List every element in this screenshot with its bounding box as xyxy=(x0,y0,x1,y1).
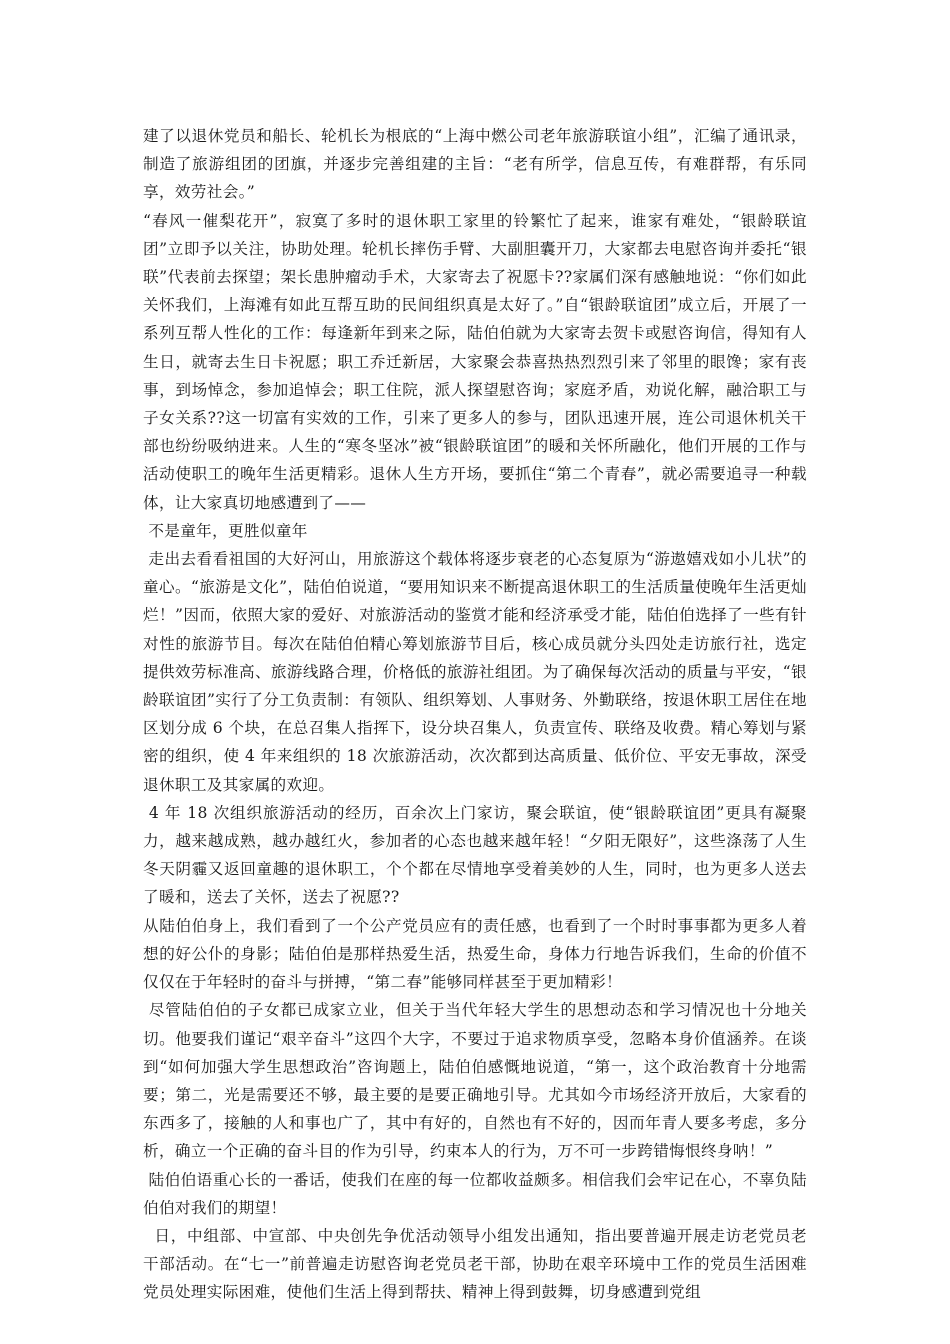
paragraph-8: 陆伯伯语重心长的一番话，使我们在座的每一位都收益颇多。相信我们会牢记在心，不辜负陆伯伯对我们的期望！ xyxy=(143,1170,807,1217)
paragraph-2: “春风一催梨花开”，寂寞了多时的退休职工家里的铃繁忙了起来，谁家有难处，“银龄联谊团”立即予以关注，协助处理。轮机长摔伤手臂、大副胆囊开刀，大家都去电慰咨询并委托“银联”代表前去探望；架长患肿瘤动手术，大家寄去了祝愿卡??家属们深有感触地说：“你们如此关怀我们，上海滩有如此互帮互助的民间组织真是太好了。”自“银龄联谊团”成立后，开展了一系列互帮人性化的工作：每逢新年到来之际，陆伯伯就为大家寄去贺卡或慰咨询信，得知有人生日，就寄去生日卡祝愿；职工乔迁新居，大家聚会恭喜热热烈烈引来了邻里的眼馋；家有丧事，到场悼念，参加追悼会；职工住院，派人探望慰咨询；家庭矛盾，劝说化解，融洽职工与子女关系??这一切富有实效的工作，引来了更多人的参与，团队迅速开展，连公司退休机关干部也纷纷吸纳进来。人生的“寒冬坚冰”被“银龄联谊团”的暖和关怀所融化，他们开展的工作与活动使职工的晚年生活更精彩。退休人生方开场，要抓住“第二个青春”，就必需要追寻一种载体，让大家真切地感遭到了—— xyxy=(143,211,807,512)
paragraph-9: 日，中组部、中宣部、中央创先争优活动领导小组发出通知，指出要普遍开展走访老党员老干部活动。在“七一”前普遍走访慰咨询老党员老干部，协助在艰辛环境中工作的党员生活困难党员处理实际困难，使他们生活上得到帮扶、精神上得到鼓舞，切身感遭到党组 xyxy=(143,1226,807,1302)
paragraph-4: 走出去看看祖国的大好河山，用旅游这个载体将逐步衰老的心态复原为“游遨嬉戏如小儿状”的童心。“旅游是文化”，陆伯伯说道，“要用知识来不断提高退休职工的生活质量使晚年生活更灿烂！”因而，依照大家的爱好、对旅游活动的鉴赏才能和经济承受才能，陆伯伯选择了一些有针对性的旅游节目。每次在陆伯伯精心筹划旅游节目后，核心成员就分头四处走访旅行社，选定提供效劳标准高、旅游线路合理，价格低的旅游社组团。为了确保每次活动的质量与平安，“银龄联谊团”实行了分工负责制：有领队、组织筹划、人事财务、外勤联络，按退休职工居住在地区划分成 6 个块，在总召集人指挥下，设分块召集人，负责宣传、联络及收费。精心筹划与紧密的组织，使 4 年来组织的 18 次旅游活动，次次都到达高质量、低价位、平安无事故，深受退休职工及其家属的欢迎。 xyxy=(143,550,807,794)
paragraph-1: 建了以退休党员和船长、轮机长为根底的“上海中燃公司老年旅游联谊小组”，汇编了通讯录，制造了旅游组团的团旗，并逐步完善组建的主旨：“老有所学，信息互传，有难群帮，有乐同享，效劳社会。” xyxy=(143,127,807,202)
paragraph-5: 4 年 18 次组织旅游活动的经历，百余次上门家访，聚会联谊，使“银龄联谊团”更具有凝聚力，越来越成熟，越办越红火，参加者的心态也越来越年轻！“夕阳无限好”，这些涤荡了人生冬天阴霾又返回童趣的退休职工，个个都在尽情地享受着美妙的人生，同时，也为更多人送去了暖和，送去了关怀，送去了祝愿?? xyxy=(143,803,807,907)
paragraph-7: 尽管陆伯伯的子女都已成家立业，但关于当代年轻大学生的思想动态和学习情况也十分地关切。他要我们谨记“艰辛奋斗”这四个大字，不要过于追求物质享受，忽略本身价值涵养。在谈到“如何加强大学生思想政治”咨询题上，陆伯伯感慨地说道，“第一，这个政治教育十分地需要；第二，光是需要还不够，最主要的是要正确地引导。尤其如今市场经济开放后，大家看的东西多了，接触的人和事也广了，其中有好的，自然也有不好的，因而年青人要多考虑，多分析，确立一个正确的奋斗目的作为引导，约束本人的行为，万不可一步跨错悔恨终身呐！” xyxy=(143,1001,807,1161)
paragraph-6: 从陆伯伯身上，我们看到了一个公产党员应有的责任感，也看到了一个时时事事都为更多人着想的好公仆的身影；陆伯伯是那样热爱生活，热爱生命，身体力行地告诉我们，生命的价值不仅仅在于年轻时的奋斗与拼搏，“第二春”能够同样甚至于更加精彩！ xyxy=(143,916,807,992)
document-page xyxy=(143,122,807,1307)
paragraph-3-heading: 不是童年，更胜似童年 xyxy=(143,521,308,540)
